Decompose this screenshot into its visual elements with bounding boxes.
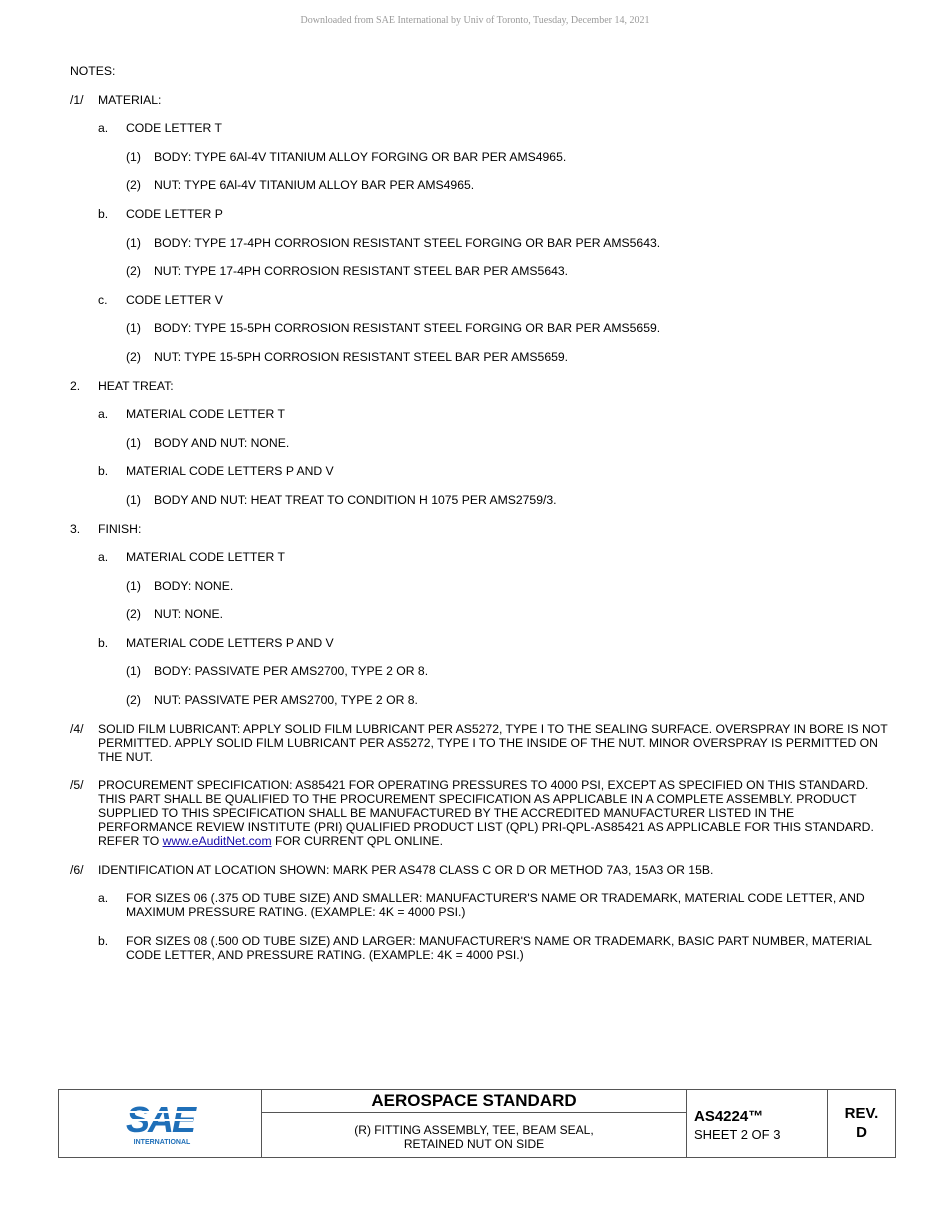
note-1a-1: [70, 150, 890, 164]
note-1a-2: [70, 178, 890, 192]
note-text: BODY: TYPE 6Al-4V TITANIUM ALLOY FORGING OR BAR PER AMS4965.: [154, 149, 567, 164]
note-text: BODY: PASSIVATE PER AMS2700, TYPE 2 OR 8.: [154, 664, 429, 679]
note-number: a.: [98, 407, 109, 422]
note-3a-1: [70, 579, 890, 593]
note-number: (1): [126, 435, 141, 450]
note-number: a.: [98, 891, 109, 906]
note-text: MATERIAL:: [98, 92, 162, 107]
note-text: BODY AND NUT: NONE.: [154, 435, 290, 450]
note-text: NUT: TYPE 17-4PH CORROSION RESISTANT STEEL BAR PER AMS5643.: [154, 264, 569, 279]
note-number: /5/: [70, 778, 84, 793]
title-line-1: (R) FITTING ASSEMBLY, TEE, BEAM SEAL,: [354, 1123, 594, 1137]
note-number: (2): [126, 349, 141, 364]
note-1b-2: [70, 264, 890, 278]
note-number: a.: [98, 121, 109, 136]
note-number: (1): [126, 578, 141, 593]
note-number: (1): [126, 321, 141, 336]
note-number: (2): [126, 693, 141, 708]
note-number: (1): [126, 492, 141, 507]
note-text: FOR SIZES 06 (.375 OD TUBE SIZE) AND SMALLER: MANUFACTURER'S NAME OR TRADEMARK, MATERIAL CODE LETTER, AND MAXIMUM PRESSURE RATING. (EXAMPLE: 4K = 4000 PSI.): [126, 891, 865, 920]
note-3a: [70, 550, 890, 564]
notes-heading: NOTES:: [70, 64, 116, 78]
note-3b-2: [70, 693, 890, 707]
note-number: b.: [98, 635, 109, 650]
sae-logo-subtext: INTERNATIONAL: [133, 1139, 191, 1146]
note-text: MATERIAL CODE LETTER T: [126, 407, 285, 422]
note-number: 3.: [70, 521, 81, 536]
note-number: /1/: [70, 92, 84, 107]
note-text: CODE LETTER P: [126, 206, 223, 221]
note-text: NUT: TYPE 6Al-4V TITANIUM ALLOY BAR PER AMS4965.: [154, 178, 475, 193]
note-1a: [70, 121, 890, 135]
note-text: FOR SIZES 08 (.500 OD TUBE SIZE) AND LARGER: MANUFACTURER'S NAME OR TRADEMARK, BASIC PART NUMBER, MATERIAL CODE LETTER, AND PRESSURE RATING. (EXAMPLE: 4K = 4000 PSI.): [126, 934, 872, 963]
title-cell: [262, 1090, 687, 1157]
note-3a-2: [70, 607, 890, 621]
note-number: /6/: [70, 862, 84, 877]
note-text: BODY: TYPE 17-4PH CORROSION RESISTANT STEEL FORGING OR BAR PER AMS5643.: [154, 235, 661, 250]
note-2b-1: [70, 493, 890, 507]
note-1c-1: [70, 321, 890, 335]
note-text: MATERIAL CODE LETTERS P AND V: [126, 464, 334, 479]
sae-logo: [59, 1090, 261, 1157]
note-text: MATERIAL CODE LETTER T: [126, 550, 285, 565]
sae-logo-mark: SAE: [125, 1099, 195, 1140]
note-text: NUT: PASSIVATE PER AMS2700, TYPE 2 OR 8.: [154, 693, 418, 708]
note-text: HEAT TREAT:: [98, 378, 174, 393]
note-6b: [70, 934, 890, 962]
note-text: PROCUREMENT SPECIFICATION: AS85421 FOR OPERATING PRESSURES TO 4000 PSI, EXCEPT AS SPECIFIED ON THIS STANDARD. THIS PART SHALL BE QUALIFIED TO THE PROCUREMENT SPECIFICATION AS APPLICABLE IN A COMPLETE ASSEMBLY. PRODUCT SUPPLIED TO THIS SPECIFICATION SHALL BE MANUFACTURED BY THE ACCREDITED MANUFACTURER LISTED IN THE PERFORMANCE REVIEW INSTITUTE (PRI) QUALIFIED PRODUCT LIST (QPL) PRI-QPL-AS85421 AS APPLICABLE FOR THIS STANDARD. REFER TO: [98, 778, 874, 849]
document-number-cell: [687, 1090, 828, 1157]
standard-header: AEROSPACE STANDARD: [262, 1090, 686, 1113]
note-number: (2): [126, 264, 141, 279]
note-number: /4/: [70, 721, 84, 736]
download-watermark: Downloaded from SAE International by Univ of Toronto, Tuesday, December 14, 2021: [300, 15, 650, 26]
note-2b: [70, 464, 890, 478]
note-1: [70, 93, 890, 107]
note-text: FINISH:: [98, 521, 142, 536]
note-text: SOLID FILM LUBRICANT: APPLY SOLID FILM LUBRICANT PER AS5272, TYPE I TO THE SEALING SURFACE. OVERSPRAY IN BORE IS NOT PERMITTED. APPLY SOLID FILM LUBRICANT PER AS5272, TYPE I TO THE INSIDE OF THE NUT. MINOR OVERSPRAY IS PERMITTED ON THE NUT.: [98, 721, 888, 764]
note-number: b.: [98, 934, 109, 949]
note-text: BODY: TYPE 15-5PH CORROSION RESISTANT STEEL FORGING OR BAR PER AMS5659.: [154, 321, 661, 336]
note-text: MATERIAL CODE LETTERS P AND V: [126, 635, 334, 650]
note-number: (1): [126, 235, 141, 250]
revision-value: D: [856, 1124, 867, 1141]
note-text: BODY AND NUT: HEAT TREAT TO CONDITION H 1075 PER AMS2759/3.: [154, 492, 557, 507]
document-number: AS4224™: [694, 1108, 764, 1125]
notes-section: [70, 64, 890, 962]
note-number: b.: [98, 206, 109, 221]
title-block: [58, 1089, 896, 1158]
note-number: (1): [126, 664, 141, 679]
note-1c-2: [70, 350, 890, 364]
note-number: c.: [98, 292, 108, 307]
note-number: a.: [98, 550, 109, 565]
note-2a-1: [70, 436, 890, 450]
title-line-2: RETAINED NUT ON SIDE: [403, 1137, 545, 1151]
sae-logo-cell: [59, 1090, 262, 1157]
note-4: [70, 722, 890, 764]
note-number: (2): [126, 178, 141, 193]
note-text: NUT: TYPE 15-5PH CORROSION RESISTANT STEEL BAR PER AMS5659.: [154, 349, 569, 364]
note-6a: [70, 891, 890, 919]
note-2: [70, 379, 890, 393]
note-number: b.: [98, 464, 109, 479]
document-title: [262, 1113, 686, 1151]
note-number: (1): [126, 149, 141, 164]
note-text: NUT: NONE.: [154, 607, 224, 622]
sheet-number: SHEET 2 OF 3: [694, 1127, 781, 1142]
note-number: 2.: [70, 378, 81, 393]
note-1c: [70, 293, 890, 307]
note-1b: [70, 207, 890, 221]
note-text: CODE LETTER T: [126, 121, 222, 136]
note-5: [70, 778, 890, 848]
revision-label: REV.: [844, 1105, 879, 1122]
note-3: [70, 522, 890, 536]
eauditnet-link[interactable]: www.eAuditNet.com: [162, 834, 272, 849]
note-text: BODY: NONE.: [154, 578, 234, 593]
note-6: [70, 863, 890, 877]
note-number: (2): [126, 607, 141, 622]
note-text: CODE LETTER V: [126, 292, 223, 307]
note-text: FOR CURRENT QPL ONLINE.: [271, 834, 443, 849]
note-2a: [70, 407, 890, 421]
note-text: IDENTIFICATION AT LOCATION SHOWN: MARK PER AS478 CLASS C OR D OR METHOD 7A3, 15A3 OR 15B.: [98, 862, 714, 877]
note-3b: [70, 636, 890, 650]
note-1b-1: [70, 236, 890, 250]
note-3b-1: [70, 664, 890, 678]
revision-cell: [828, 1090, 895, 1157]
